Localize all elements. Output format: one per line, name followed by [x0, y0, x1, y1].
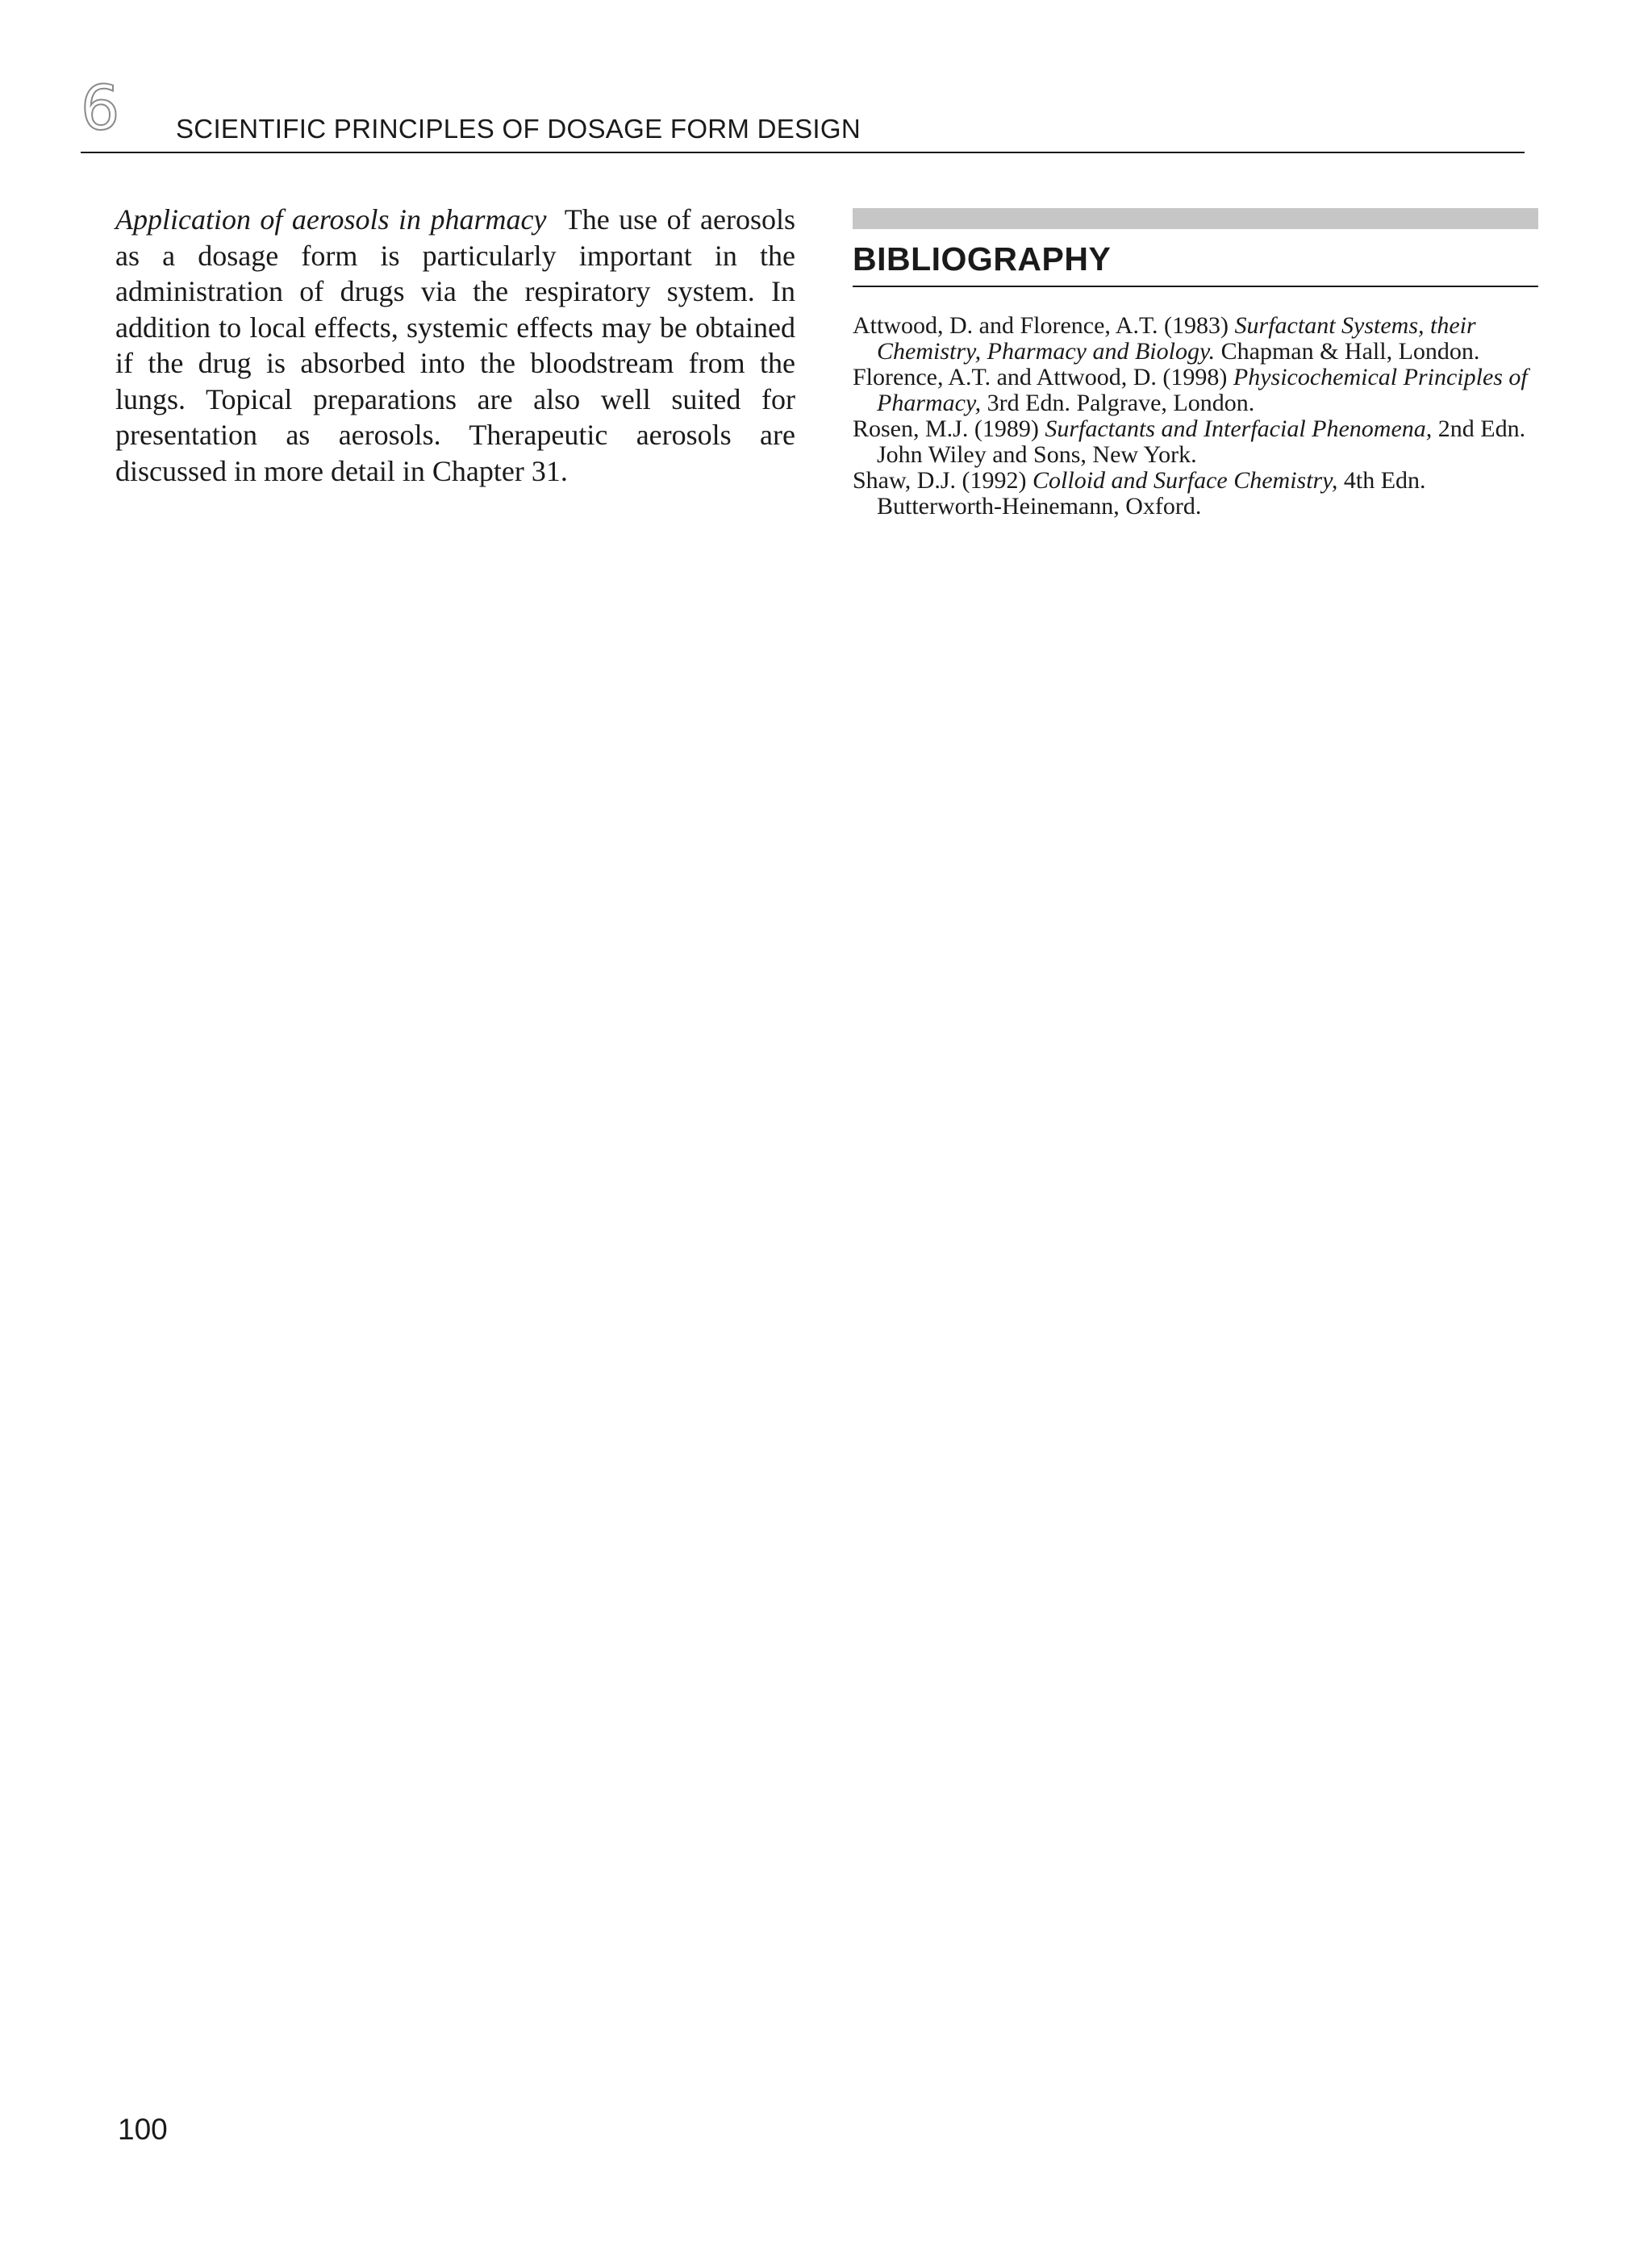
reference-title: Physicochemical Principles of Pharmacy, — [877, 364, 1528, 416]
reference-publisher: 4th Edn. Butterworth-Heinemann, Oxford. — [877, 467, 1426, 520]
reference-authors: Rosen, M.J. (1989) — [853, 415, 1039, 442]
section-header-bar — [853, 208, 1538, 229]
running-title: SCIENTIFIC PRINCIPLES OF DOSAGE FORM DESIGN — [176, 114, 861, 144]
reference-authors: Florence, A.T. and Attwood, D. (1998) — [853, 364, 1228, 390]
section-rule — [853, 286, 1538, 287]
reference-item — [853, 416, 1538, 468]
reference-title: Surfactant Systems, their Chemistry, Pharmacy and Biology. — [877, 312, 1476, 365]
paragraph-text: The use of aerosols as a dosage form is particularly important in the administration of drugs via the respiratory system. In addition to local effects, systemic effects may be obtained if the drug is absorbed into the bloodstream from the lungs. Topical preparations are also well suited for presentation as aerosols. Therapeutic aerosols are discussed in more detail in Chapter 31. — [115, 203, 795, 487]
bibliography-heading: BIBLIOGRAPHY — [853, 240, 1112, 278]
chapter-number: 6 — [81, 72, 120, 144]
page-number: 100 — [118, 2113, 168, 2146]
bibliography-section — [853, 208, 1538, 520]
reference-item — [853, 313, 1538, 365]
reference-authors: Attwood, D. and Florence, A.T. (1983) — [853, 312, 1229, 339]
reference-title: Colloid and Surface Chemistry, — [1032, 467, 1338, 494]
reference-publisher: 2nd Edn. John Wiley and Sons, New York. — [877, 415, 1526, 468]
run-in-heading: Application of aerosols in pharmacy — [115, 203, 547, 236]
reference-list — [853, 313, 1538, 520]
reference-item — [853, 365, 1538, 416]
reference-publisher: 3rd Edn. Palgrave, London. — [987, 390, 1255, 416]
reference-title: Surfactants and Interfacial Phenomena, — [1045, 415, 1433, 442]
reference-publisher: Chapman & Hall, London. — [1220, 338, 1480, 365]
body-paragraph — [115, 202, 795, 489]
reference-authors: Shaw, D.J. (1992) — [853, 467, 1027, 494]
reference-item — [853, 468, 1538, 520]
header-rule — [81, 152, 1525, 153]
